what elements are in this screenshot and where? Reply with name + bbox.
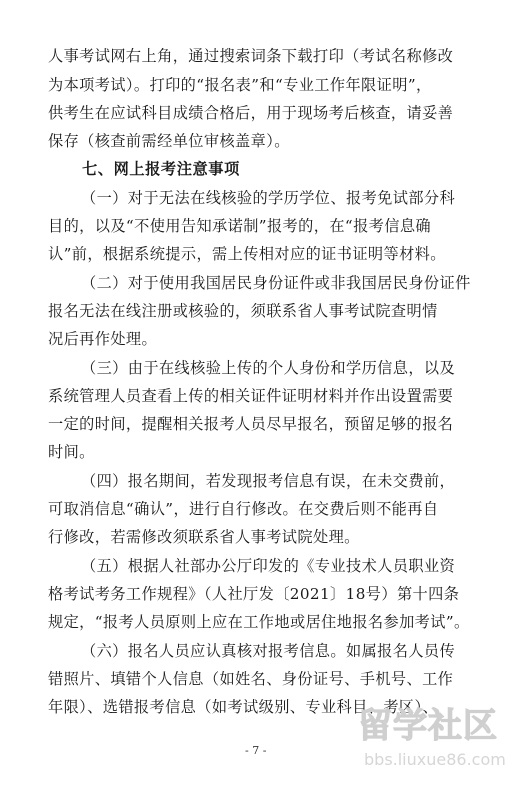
text-line: （六）报名人员应认真核对报考信息。如属报名人员传	[81, 642, 456, 660]
text-line: 系统管理人员查看上传的相关证件证明材料并作出设置需要	[48, 387, 454, 405]
text-line: 目的，以及“不使用告知承诺制”报考的，在“报考信息确	[48, 217, 432, 235]
text-line: 年限）、选错报考信息（如考试级别、专业科目、考区）、	[48, 698, 439, 716]
text-line: 行修改，若需修改须联系省人事考试院处理。	[48, 528, 360, 546]
text-line: （五）根据人社部办公厅印发的《专业技术人员职业资	[81, 557, 456, 575]
text-line: 保存（核查前需经单位审核盖章）。	[48, 132, 290, 150]
text-line: 认”前，根据系统提示，需上传相对应的证书证明等材料。	[48, 245, 446, 263]
text-line: （四）报名期间，若发现报考信息有误，在未交费前，	[81, 472, 456, 490]
text-line: 可取消信息“确认”，进行自行修改。在交费后则不能再自	[48, 500, 439, 518]
text-line: 报名无法在线注册或核验的，须联系省人事考试院查明情	[48, 302, 438, 320]
text-line: 人事考试网右上角，通过搜索词条下载打印（考试名称修改	[48, 47, 454, 65]
watermark-logo	[358, 706, 518, 790]
text-line: 供考生在应试科目成绩合格后，用于现场考后核查，请妥善	[48, 104, 454, 122]
text-line: 为本项考试）。打印的“报名表”和“专业工作年限证明”，	[48, 76, 432, 94]
text-line: 错照片、填错个人信息（如姓名、身份证号、手机号、工作	[48, 670, 454, 688]
text-line: 时间。	[48, 443, 95, 461]
text-line: 况后再作处理。	[48, 330, 158, 348]
watermark-title: 留学社区	[358, 706, 498, 746]
text-line: 一定的时间，提醒相关报考人员尽早报名，预留足够的报名	[48, 415, 454, 433]
text-line: （二）对于使用我国居民身份证件或非我国居民身份证件	[81, 274, 471, 292]
page-number: - 7 -	[245, 744, 267, 757]
text-line: （一）对于无法在线核验的学历学位、报考免试部分科	[81, 189, 456, 207]
text-line: 规定，“报考人员原则上应在工作地或居住地报名参加考试”。	[48, 613, 470, 631]
text-line: （三）由于在线核验上传的个人身份和学历信息，以及	[81, 359, 456, 377]
text-line: 格考试考务工作规程》（人社厅发〔2021〕18号）第十四条	[48, 585, 460, 603]
watermark-url: bbs.liuxue86.com	[364, 750, 506, 769]
section-heading: 七、网上报考注意事项	[82, 160, 240, 178]
